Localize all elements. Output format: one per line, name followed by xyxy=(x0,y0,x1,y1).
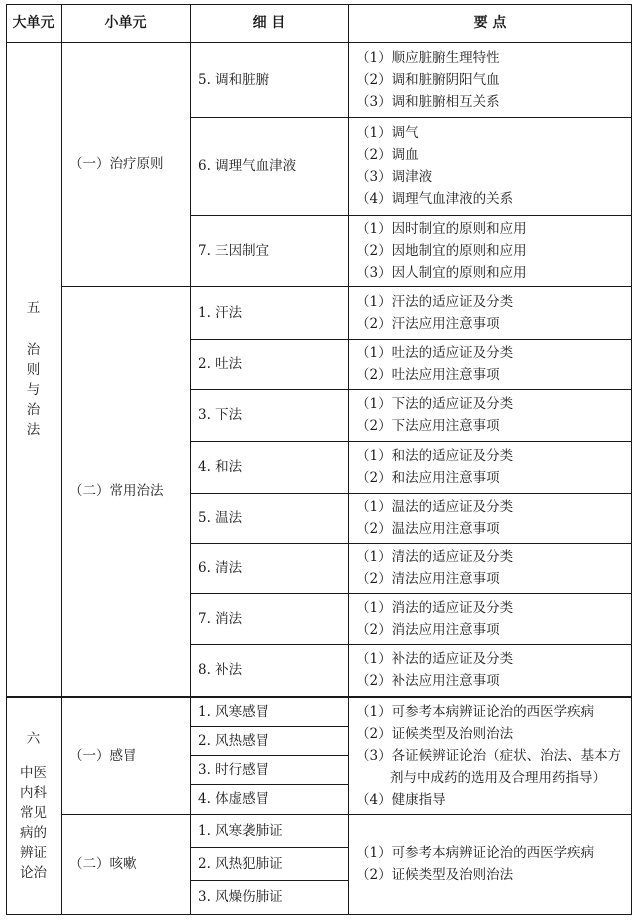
key-point: （1）因时制宜的原则和应用 xyxy=(356,220,527,237)
key-point: （1）吐法的适应证及分类 xyxy=(356,345,514,361)
key-points xyxy=(348,286,632,339)
major-unit-title-line: 中医 xyxy=(20,765,47,781)
key-point: （3）各证候辨证论治（症状、治法、基本方 xyxy=(356,748,622,764)
detail-item: 6. 清法 xyxy=(198,560,243,576)
key-point: （2）补法应用注意事项 xyxy=(356,673,500,689)
key-point: （2）调血 xyxy=(356,147,419,163)
detail-item: 1. 风寒袭肺证 xyxy=(198,822,283,839)
major-unit-title-line: 与 xyxy=(26,382,41,398)
key-points xyxy=(348,593,632,644)
header-key-points: 要 点 xyxy=(473,15,507,31)
syllabus-table xyxy=(6,4,632,915)
major-unit-number: 五 xyxy=(26,300,41,316)
grid-line xyxy=(6,914,632,915)
key-point: （2）调和脏腑阴阳气血 xyxy=(356,71,500,88)
key-point: （1）下法的适应证及分类 xyxy=(356,396,514,412)
key-points xyxy=(348,117,632,215)
key-point: （2）消法应用注意事项 xyxy=(356,621,500,638)
detail-item: 2. 风热犯肺证 xyxy=(198,855,283,872)
major-unit-title-line: 治 xyxy=(26,342,41,358)
major-unit-6 xyxy=(6,698,61,914)
key-point: （4）健康指导 xyxy=(356,792,446,808)
key-point: （2）吐法应用注意事项 xyxy=(356,367,500,383)
key-point: （1）清法的适应证及分类 xyxy=(356,549,514,565)
minor-unit-common-methods: （二）常用治法 xyxy=(69,483,164,499)
detail-item: 5. 调和脏腑 xyxy=(198,71,270,88)
key-point: （2）温法应用注意事项 xyxy=(356,521,500,537)
major-unit-title-line: 常见 xyxy=(20,805,47,821)
key-point: （2）汗法应用注意事项 xyxy=(356,315,500,332)
key-points xyxy=(348,493,632,543)
key-point: （1）顺应脏腑生理特性 xyxy=(356,49,500,66)
detail-item: 2. 吐法 xyxy=(198,356,243,372)
header-detail: 细 目 xyxy=(252,15,286,31)
key-points xyxy=(348,814,632,914)
detail-item: 1. 汗法 xyxy=(198,304,243,321)
key-point: （3）调和脏腑相互关系 xyxy=(356,93,500,110)
minor-unit-common-cold: （一）感冒 xyxy=(69,748,137,764)
detail-item: 8. 补法 xyxy=(198,662,243,678)
header-major-unit: 大单元 xyxy=(12,15,55,31)
key-point: （1）和法的适应证及分类 xyxy=(356,448,514,464)
key-point-continued: 剂与中成药的选用及合理用药指导） xyxy=(390,770,606,786)
key-point: （4）调理气血津液的关系 xyxy=(356,191,514,207)
detail-item: 3. 时行感冒 xyxy=(198,761,270,778)
key-point: （1）补法的适应证及分类 xyxy=(356,651,514,667)
major-unit-title-line: 辨证 xyxy=(20,845,47,861)
detail-item: 4. 和法 xyxy=(198,459,243,475)
major-unit-title-line: 内科 xyxy=(20,785,47,801)
major-unit-title-line: 则 xyxy=(26,362,41,378)
major-unit-5 xyxy=(6,42,61,696)
minor-unit-treatment-principles: （一）治疗原则 xyxy=(69,156,164,172)
detail-item: 5. 温法 xyxy=(198,510,243,526)
major-unit-title-line: 论治 xyxy=(20,865,47,881)
detail-item: 7. 消法 xyxy=(198,610,243,627)
major-unit-title-line: 法 xyxy=(26,422,41,438)
key-points xyxy=(348,389,632,441)
detail-item: 2. 风热感冒 xyxy=(198,732,270,749)
key-point: （2）因地制宜的原则和应用 xyxy=(356,242,527,259)
key-points xyxy=(348,698,632,814)
key-point: （2）证候类型及治则治法 xyxy=(356,726,514,742)
detail-item: 3. 下法 xyxy=(198,407,243,423)
major-unit-title-line: 治 xyxy=(26,402,41,418)
key-point: （2）证候类型及治则治法 xyxy=(356,867,514,883)
detail-item: 4. 体虚感冒 xyxy=(198,791,270,807)
detail-item: 7. 三因制宜 xyxy=(198,242,270,259)
key-point: （3）调津液 xyxy=(356,169,433,185)
key-points xyxy=(348,441,632,493)
key-points xyxy=(348,543,632,593)
key-point: （1）汗法的适应证及分类 xyxy=(356,293,514,310)
key-point: （2）和法应用注意事项 xyxy=(356,470,500,486)
key-points xyxy=(348,42,632,117)
detail-item: 1. 风寒感冒 xyxy=(198,704,270,720)
key-points xyxy=(348,644,632,696)
key-point: （1）调气 xyxy=(356,125,419,141)
key-point: （2）下法应用注意事项 xyxy=(356,418,500,434)
major-unit-title-line: 病的 xyxy=(20,825,47,841)
key-points xyxy=(348,339,632,389)
key-point: （1）可参考本病辨证论治的西医学疾病 xyxy=(356,845,595,861)
detail-item: 6. 调理气血津液 xyxy=(198,158,297,174)
key-point: （1）消法的适应证及分类 xyxy=(356,599,514,616)
header-minor-unit: 小单元 xyxy=(104,15,147,31)
key-point: （2）清法应用注意事项 xyxy=(356,571,500,587)
major-unit-number: 六 xyxy=(26,731,41,747)
detail-item: 3. 风燥伤肺证 xyxy=(198,889,283,905)
key-point: （1）可参考本病辨证论治的西医学疾病 xyxy=(356,704,595,720)
key-point: （3）因人制宜的原则和应用 xyxy=(356,264,527,281)
minor-unit-cough: （二）咳嗽 xyxy=(69,856,137,872)
key-points xyxy=(348,215,632,286)
key-point: （1）温法的适应证及分类 xyxy=(356,499,514,515)
